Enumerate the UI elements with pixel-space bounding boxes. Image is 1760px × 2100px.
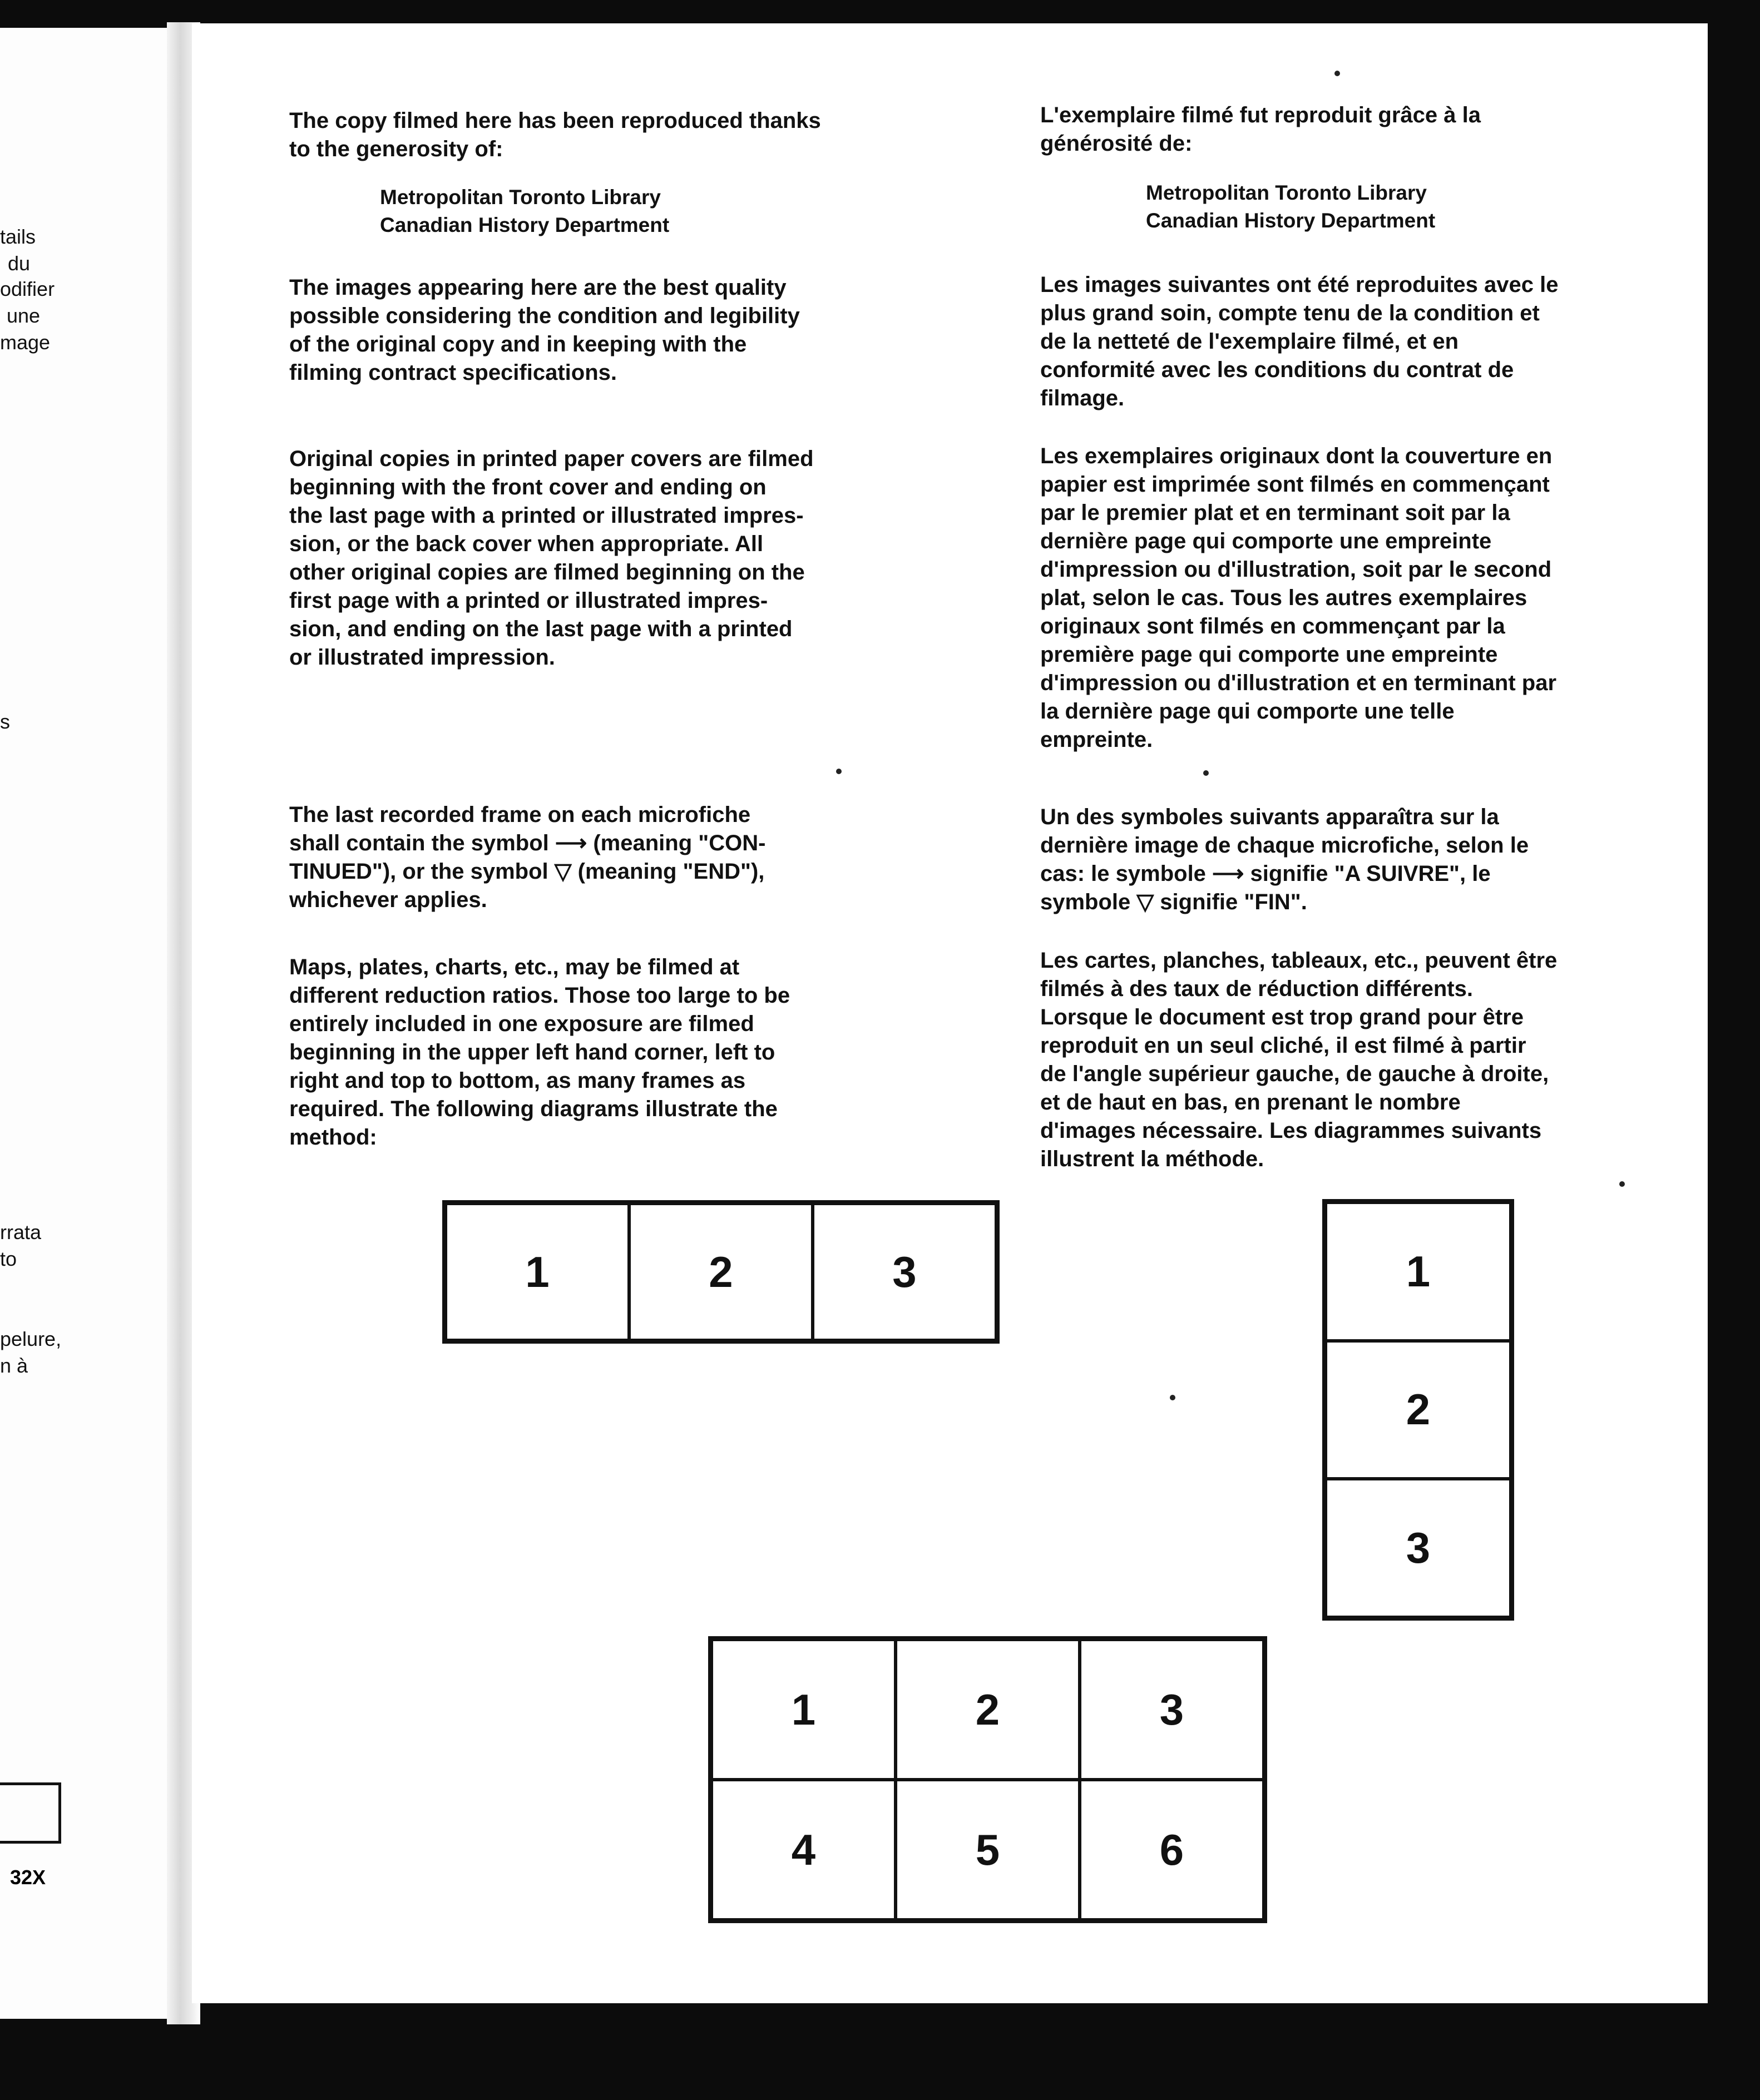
margin-fragment: tails: [0, 225, 36, 248]
frame-cell: 6: [1080, 1780, 1264, 1920]
frame-cell: 3: [1326, 1479, 1511, 1617]
frame-cell: 2: [1326, 1341, 1511, 1479]
frame-cell: 3: [1080, 1640, 1264, 1780]
margin-fragment: odifier: [0, 278, 55, 300]
english-credit-intro: The copy filmed here has been reproduced thanks to the generosity of:: [289, 108, 821, 161]
target-page: [192, 23, 1708, 2003]
margin-fragment: mage: [0, 331, 51, 354]
grid-frame-diagram: [708, 1636, 1267, 1923]
scan-speck: [1203, 770, 1209, 776]
english-symbols-note: The last recorded frame on each microfiche shall contain the symbol ⟶ (meaning "CON- TINUED"), or the symbol ▽ (meaning "END"), whichever applies.: [289, 803, 766, 912]
english-library-name: Metropolitan Toronto Library Canadian History Department: [380, 186, 670, 236]
frame-cell: 2: [896, 1640, 1080, 1780]
margin-fragment: une: [7, 304, 41, 327]
french-symbols-note: Un des symboles suivants apparaîtra sur la dernière image de chaque microfiche, selon le cas: le symbole ⟶ signifie "A SUIVRE", le symbole ▽ signifie "FIN".: [1040, 805, 1529, 914]
scan-speck: [1334, 71, 1340, 76]
adjacent-page-fragment: [0, 28, 185, 2019]
margin-fragment: du: [8, 252, 31, 275]
margin-fragment: to: [0, 1247, 17, 1270]
frame-cell: 5: [896, 1780, 1080, 1920]
reduction-scale-label: 32X: [10, 1866, 46, 1889]
scan-speck: [836, 769, 842, 774]
vertical-frame-diagram: [1322, 1199, 1514, 1621]
frame-cell: 1: [711, 1640, 896, 1780]
french-covers-note: Les exemplaires originaux dont la couverture en papier est imprimée sont filmés en commençant par le premier plat et en terminant soit par la dernière page qui comporte une empreinte d'impression ou d'illustration, soit par le second plat, selon le cas. Tous les autres exemplaires originaux sont filmés en commençant par la première page qui comporte une empreinte d'impression ou d'illustration et en terminant par la dernière page qui comporte une telle empreinte.: [1040, 444, 1557, 752]
margin-fragment: pelure,: [0, 1328, 62, 1350]
french-maps-note: Les cartes, planches, tableaux, etc., peuvent être filmés à des taux de réduction différents. Lorsque le document est trop grand pour être reproduit en un seul cliché, il est filmé à partir de l'angle supérieur gauche, de gauche à droite, et de haut en bas, en prenant le nombre d'images nécessaire. Les diagrammes suivants illustrent la méthode.: [1040, 948, 1558, 1171]
frame-cell: 1: [1326, 1202, 1511, 1341]
french-library-name: Metropolitan Toronto Library Canadian History Department: [1146, 181, 1436, 232]
margin-fragment: n à: [0, 1354, 28, 1377]
frame-cell: 4: [711, 1780, 896, 1920]
margin-fragment: rrata: [0, 1221, 42, 1244]
frame-cell: 2: [629, 1203, 813, 1340]
margin-fragment: s: [0, 710, 10, 733]
scan-speck: [1170, 1395, 1175, 1400]
frame-cell: 1: [446, 1203, 629, 1340]
english-covers-note: Original copies in printed paper covers are filmed beginning with the front cover and ending on the last page with a printed or illustrated impres- sion, or the back cover when appropriate. All other original copies are filmed beginning on the first page with a printed or illustrated impres- sion, and ending on the last page with a printed or illustrated impression.: [289, 447, 814, 670]
reduction-scale-box: [0, 1782, 61, 1844]
french-quality-note: Les images suivantes ont été reproduites avec le plus grand soin, compte tenu de la condition et de la netteté de l'exemplaire filmé, et en conformité avec les conditions du contrat de filmage.: [1040, 273, 1559, 410]
frame-cell: 3: [813, 1203, 996, 1340]
french-credit-intro: L'exemplaire filmé fut reproduit grâce à la générosité de:: [1040, 103, 1481, 156]
english-maps-note: Maps, plates, charts, etc., may be filmed at different reduction ratios. Those too large to be entirely included in one exposure are filmed beginning in the upper left hand corner, left to right and top to bottom, as many frames as required. The following diagrams illustrate the method:: [289, 955, 790, 1150]
english-quality-note: The images appearing here are the best quality possible considering the condition and legibility of the original copy and in keeping with the filming contract specifications.: [289, 275, 800, 385]
scan-speck: [1619, 1181, 1625, 1187]
horizontal-frame-diagram: [442, 1200, 1000, 1344]
